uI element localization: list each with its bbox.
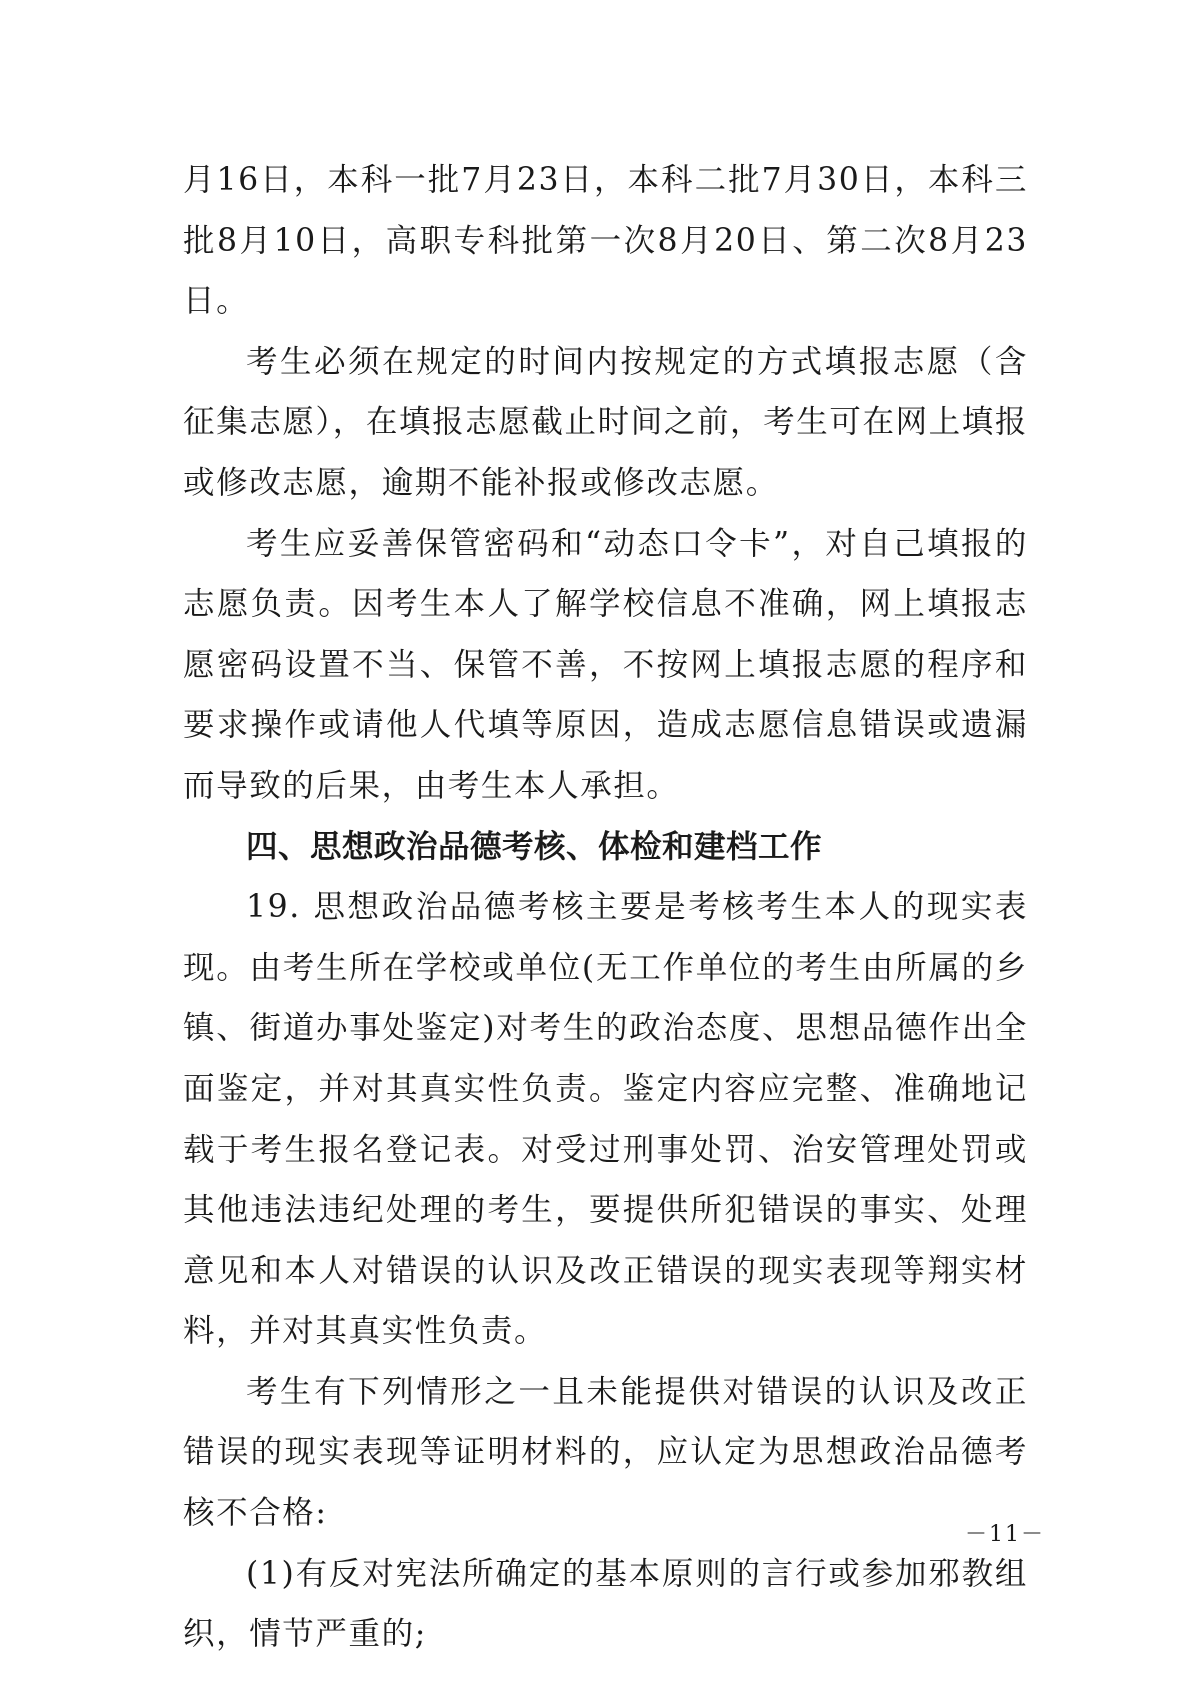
- body-text: [183, 150, 1028, 1665]
- paragraph-fill-rules: 考生必须在规定的时间内按规定的方式填报志愿（含征集志愿），在填报志愿截止时间之前，考生可在网上填报或修改志愿，逾期不能补报或修改志愿。: [183, 343, 1028, 501]
- section-heading: 四、思想政治品德考核、体检和建档工作: [246, 828, 823, 865]
- paragraph-item-19: 19. 思想政治品德考核主要是考核考生本人的现实表现。由考生所在学校或单位(无工作单位的考生由所属的乡镇、街道办事处鉴定)对考生的政治态度、思想品德作出全面鉴定，并对其真实性负责。鉴定内容应完整、准确地记载于考生报名登记表。对受过刑事处罚、治安管理处罚或其他违法违纪处理的考生，要提供所犯错误的事实、处理意见和本人对错误的认识及改正错误的现实表现等翔实材料，并对其真实性负责。: [183, 889, 1028, 1350]
- page-number: －11－: [965, 1522, 1045, 1547]
- paragraph-condition-1: (1)有反对宪法所确定的基本原则的言行或参加邪教组织，情节严重的;: [183, 1555, 1028, 1653]
- paragraph-unqualified-conditions: 考生有下列情形之一且未能提供对错误的认识及改正错误的现实表现等证明材料的，应认定为思想政治品德考核不合格:: [183, 1373, 1028, 1532]
- paragraph-password-responsibility: 考生应妥善保管密码和“动态口令卡”，对自己填报的志愿负责。因考生本人了解学校信息不准确，网上填报志愿密码设置不当、保管不善，不按网上填报志愿的程序和要求操作或请他人代填等原因，造成志愿信息错误或遗漏而导致的后果，由考生本人承担。: [183, 525, 1028, 804]
- paragraph-deadlines: 月16日，本科一批7月23日，本科二批7月30日，本科三批8月10日，高职专科批第一次8月20日、第二次8月23日。: [183, 162, 1028, 320]
